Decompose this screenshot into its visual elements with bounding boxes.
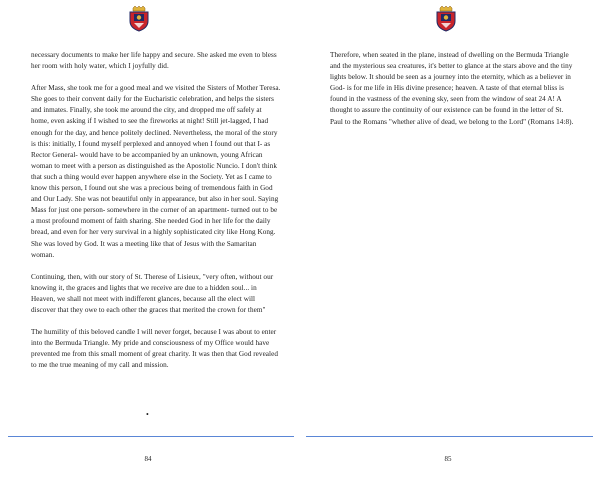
paragraph: After Mass, she took me for a good meal and we visited the Sisters of Mother Teresa. She goes to their convent daily for the Eucharistic celebration, and helps the sisters and inmates. Finally, she took me around the city, and dropped me off safely at home, even asking if I wished to see the fireworks at night! Still jet-lagged, I had enough for the day, and hence politely declined. Nevertheless, the moral of the story is this: initially, I found myself perplexed and annoyed when I found out that I- as Rector General- would have to be accompanied by an unknown, young African woman to meet with a person as distinguished as the Apostolic Nuncio. I don't think that such a thing would ever happen anywhere else in the Society. Yet as I came to know this person, I found out she was a precious being of tremendous faith in God and Our Lady. She was not beautiful only in appearance, but also in her soul. Saying Mass for just one person- somewhere in the corner of an apartment- turned out to be a most profound moment of faith sharing. She needed God in her life for the daily bread, and even for her very survival in a highly sophisticated city like Hong Kong. She was loved by God. It was a meeting like that of Jesus with the Samaritan woman.: [31, 84, 281, 259]
footer-rule: [8, 436, 294, 437]
paragraph: The humility of this beloved candle I will never forget, because I was about to enter into the Bermuda Triangle. My pride and consciousness of my Office would have prevented me from this small moment of great charity. It was then that God revealed to me the true meaning of my call and mission.: [31, 328, 278, 370]
paragraph: Therefore, when seated in the plane, instead of dwelling on the Bermuda Triangle and the mysterious sea creatures, it's better to glance at the stars above and the tiny lights below. It should be seen as a journey into the eternity, which as a believer in God- is for me life in His divine presence; heaven. A taste of that eternal bliss is found in the vastness of the evening sky, seen from the window of seat 24 A! A thought to assure the continuity of our existence can be found in the letter of St. Paul to the Romans "whether alive of dead, we belong to the Lord" (Romans 14:8).: [330, 51, 574, 126]
coat-of-arms-icon: [435, 6, 457, 32]
footer-rule: [306, 436, 593, 437]
paragraph: necessary documents to make her life happy and secure. She asked me even to bless her room with holy water, which I joyfully did.: [31, 51, 277, 71]
page-number: 85: [444, 455, 452, 463]
right-page: [300, 0, 590, 478]
section-bullet: •: [146, 410, 149, 419]
left-page: [0, 0, 290, 478]
coat-of-arms-icon: [128, 6, 150, 32]
paragraph: Continuing, then, with our story of St. Therese of Lisieux, "very often, without our knowing it, the graces and lights that we receive are due to a hidden soul... in Heaven, we shall not meet with indifferent glances, because all the elect will discover that they owe to each other the graces that merited the crown for them": [31, 272, 274, 314]
page-number: 84: [144, 455, 152, 463]
left-page-body: [31, 50, 281, 382]
right-page-body: [330, 50, 575, 139]
